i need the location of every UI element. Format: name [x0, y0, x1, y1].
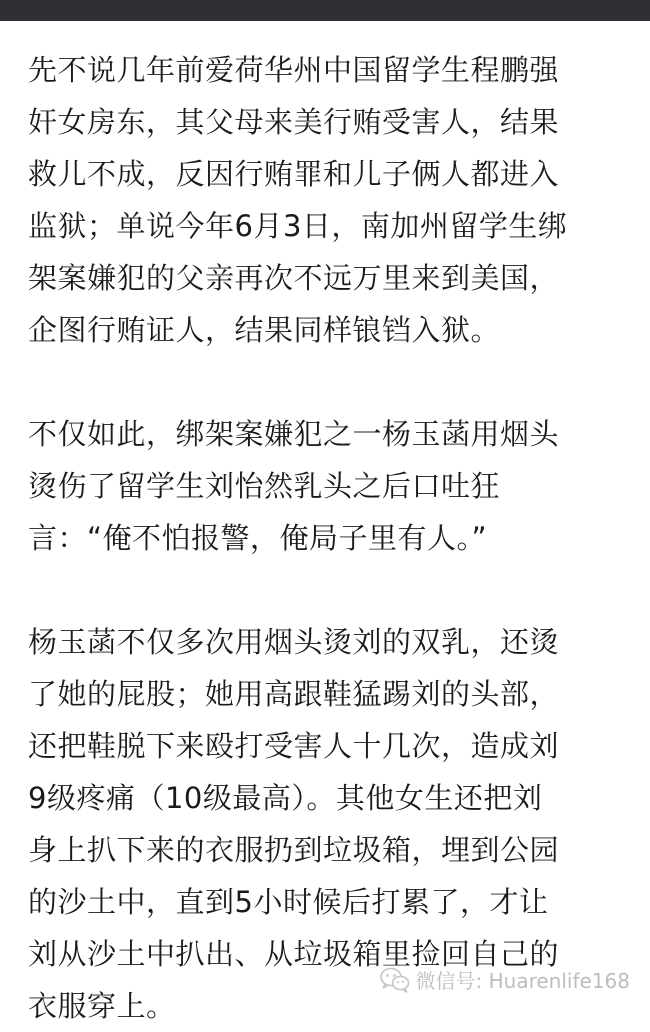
status-bar — [0, 0, 650, 21]
paragraph-spacer — [28, 564, 628, 616]
text-line: 的沙土中，直到5小时候后打累了，才让 — [28, 885, 549, 919]
article-body — [28, 44, 628, 1032]
paragraph-spacer — [28, 356, 628, 408]
text-line: 衣服穿上。 — [28, 989, 176, 1023]
text-line: 杨玉菡不仅多次用烟头烫刘的双乳，还烫 — [28, 625, 560, 659]
text-line: 身上扒下来的衣服扔到垃圾箱，埋到公园 — [28, 833, 560, 867]
paragraph-1 — [28, 44, 628, 356]
text-line: 先不说几年前爱荷华州中国留学生程鹏强 — [28, 53, 560, 87]
text-line: 还把鞋脱下来殴打受害人十几次，造成刘 — [28, 729, 560, 763]
text-line: 架案嫌犯的父亲再次不远万里来到美国， — [28, 261, 560, 295]
text-line: 不仅如此，绑架案嫌犯之一杨玉菡用烟头 — [28, 417, 560, 451]
wechat-watermark — [380, 965, 630, 994]
wechat-icon — [380, 967, 410, 993]
text-line: 救儿不成，反因行贿罪和儿子俩人都进入 — [28, 157, 560, 191]
watermark-text: 微信号: Huarenlife168 — [415, 969, 630, 993]
text-line: 奸女房东，其父母来美行贿受害人，结果 — [28, 105, 560, 139]
text-line: 监狱；单说今年6月3日，南加州留学生绑 — [28, 209, 568, 243]
text-line: 言：“俺不怕报警，俺局子里有人。” — [28, 521, 488, 555]
text-line: 企图行贿证人，结果同样锒铛入狱。 — [28, 313, 501, 347]
paragraph-2 — [28, 408, 628, 564]
text-line: 9级疼痛（10级最高）。其他女生还把刘 — [28, 781, 543, 815]
text-line: 了她的屁股；她用高跟鞋猛踢刘的头部， — [28, 677, 560, 711]
text-line: 刘从沙土中扒出、从垃圾箱里捡回自己的 — [28, 937, 560, 971]
text-line: 烫伤了留学生刘怡然乳头之后口吐狂 — [28, 469, 501, 503]
